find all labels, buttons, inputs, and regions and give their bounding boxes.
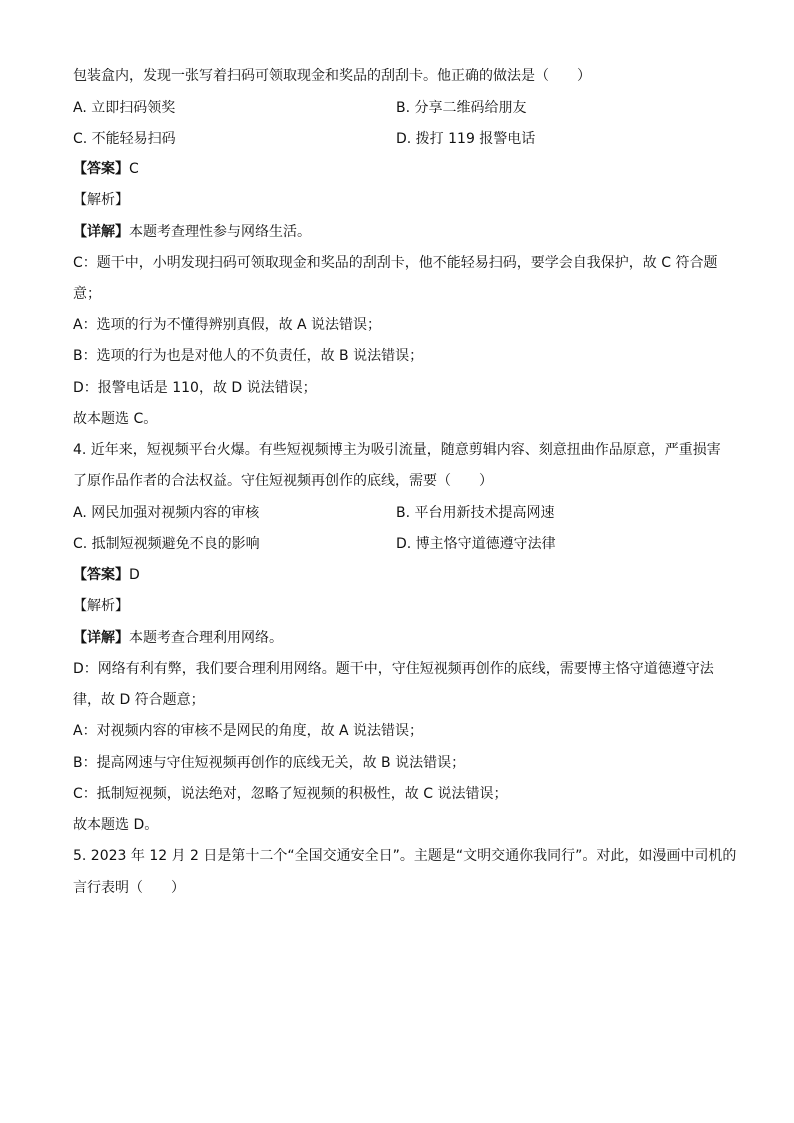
- q4-stem-line2: 了原作品作者的合法权益。守住短视频再创作的底线，需要（ ）: [73, 473, 493, 489]
- q4-analysis-line: 故本题选 D。: [73, 817, 159, 833]
- q4-analysis-line: D：网络有利有弊，我们要合理利用网络。题干中，守住短视频再创作的底线，需要博主恪守道德遵守法: [73, 661, 714, 677]
- q3-option-b: B. 分享二维码给朋友: [396, 100, 527, 116]
- q3-analysis-line: A：选项的行为不懂得辨别真假，故 A 说法错误；: [73, 317, 382, 333]
- q4-option-a: A. 网民加强对视频内容的审核: [73, 505, 260, 521]
- q3-answer-label: 【答案】: [73, 161, 129, 177]
- q3-answer: [73, 159, 723, 179]
- q4-option-c: C. 抵制短视频避免不良的影响: [73, 536, 260, 552]
- q4-analysis-line: 律，故 D 符合题意；: [73, 692, 205, 708]
- q4-detail-label: 【详解】: [73, 630, 129, 646]
- q3-detail-intro: 本题考查理性参与网络生活。: [129, 224, 311, 240]
- q4-answer: [73, 565, 723, 585]
- q3-detail-label: 【详解】: [73, 224, 129, 240]
- q4-analysis-line: A：对视频内容的审核不是网民的角度，故 A 说法错误；: [73, 723, 424, 739]
- q5-stem-line1: 5. 2023 年 12 月 2 日是第十二个“全国交通安全日”。主题是“文明交通你我同行”。对此，如漫画中司机的: [73, 848, 737, 864]
- q3-answer-value: C: [129, 161, 139, 177]
- q4-option-b: B. 平台用新技术提高网速: [396, 505, 555, 521]
- q3-analysis-label: 【解析】: [73, 192, 129, 208]
- q3-analysis-line: 意；: [73, 286, 101, 302]
- q4-detail-intro: 本题考查合理利用网络。: [129, 630, 283, 646]
- q3-analysis-line: D：报警电话是 110，故 D 说法错误；: [73, 380, 317, 396]
- q4-analysis-label: 【解析】: [73, 598, 129, 614]
- q3-option-c: C. 不能轻易扫码: [73, 131, 176, 147]
- q4-detail: [73, 628, 723, 648]
- q4-analysis-line: C：抵制短视频，说法绝对，忽略了短视频的积极性，故 C 说法错误；: [73, 786, 508, 802]
- q4-stem-line1: 4. 近年来，短视频平台火爆。有些短视频博主为吸引流量，随意剪辑内容、刻意扭曲作品原意，严重损害: [73, 442, 721, 458]
- q3-option-d: D. 拨打 119 报警电话: [396, 131, 536, 147]
- q4-analysis-line: B：提高网速与守住短视频再创作的底线无关，故 B 说法错误；: [73, 755, 466, 771]
- q3-analysis-line: B：选项的行为也是对他人的不负责任，故 B 说法错误；: [73, 348, 424, 364]
- q4-option-d: D. 博主恪守道德遵守法律: [396, 536, 556, 552]
- q5-stem-line2: 言行表明（ ）: [73, 880, 185, 896]
- q3-stem-tail: 包装盒内，发现一张写着扫码可领取现金和奖品的刮刮卡。他正确的做法是（ ）: [73, 68, 591, 84]
- q4-answer-value: D: [129, 567, 140, 583]
- q4-answer-label: 【答案】: [73, 567, 129, 583]
- q3-option-a: A. 立即扫码领奖: [73, 100, 176, 116]
- q3-detail: [73, 222, 723, 242]
- q3-analysis-line: C：题干中，小明发现扫码可领取现金和奖品的刮刮卡，他不能轻易扫码，要学会自我保护，故 C 符合题: [73, 255, 718, 271]
- q3-analysis-line: 故本题选 C。: [73, 411, 158, 427]
